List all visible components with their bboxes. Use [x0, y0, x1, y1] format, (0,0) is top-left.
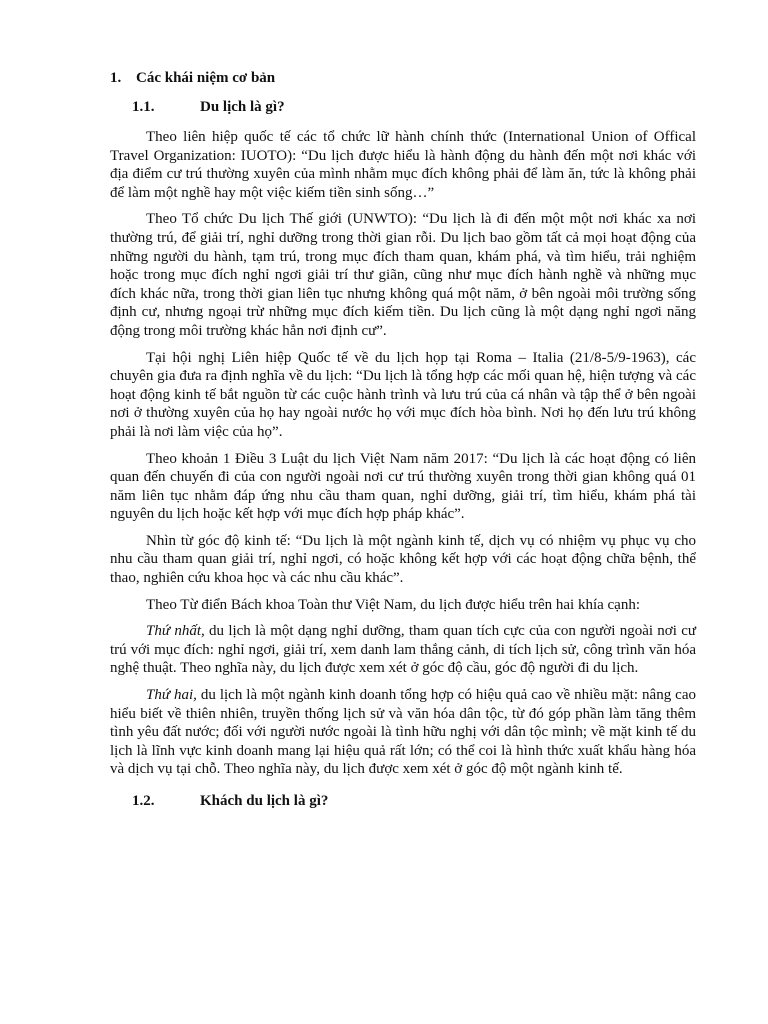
subsection-title: Khách du lịch là gì?	[200, 793, 329, 809]
section-number: 1.	[110, 70, 122, 86]
subsection-heading-1-1	[132, 97, 696, 117]
subsection-number: 1.1.	[132, 99, 155, 115]
paragraph-roma-conference-definition: Tại hội nghị Liên hiệp Quốc tế về du lịch họp tại Roma – Italia (21/8-5/9-1963), các chuyên gia đưa ra định nghĩa về du lịch: “Du lịch là tổng hợp các mối quan hệ, hiện tượng và các hoạt động kinh tế bắt nguồn từ các cuộc hành trình và lưu trú của cá nhân và tập thể ở bên ngoài nơi ở thường xuyên của họ hay ngoài nước họ với mục đích hòa bình. Nơi họ đến lưu trú không phải là nơi làm việc của họ”.	[110, 349, 696, 440]
paragraph-iuoto-definition: Theo liên hiệp quốc tế các tổ chức lữ hành chính thức (International Union of Offical Travel Organization: IUOTO): “Du lịch được hiểu là hành động du hành đến một nơi khác với địa điểm cư trú thường xuyên của mình nhằm mục đích không phải để làm ăn, tức là không phải để làm một nghề hay một việc kiếm tiền sinh sống…”	[110, 129, 696, 201]
paragraph-vietnam-law-definition: Theo khoản 1 Điều 3 Luật du lịch Việt Nam năm 2017: “Du lịch là các hoạt động có liên quan đến chuyến đi của con người ngoài nơi cư trú thường xuyên trong thời gian không quá 01 năm liên tục nhằm đáp ứng nhu cầu tham quan, nghỉ dưỡng, giải trí, tìm hiểu, khám phá tài nguyên du lịch hoặc kết hợp với mục đích hợp pháp khác”.	[110, 450, 696, 523]
second-aspect-lead: Thứ hai,	[146, 687, 197, 704]
paragraph-second-aspect	[110, 686, 696, 779]
paragraph-encyclopedia-intro: Theo Từ điển Bách khoa Toàn thư Việt Nam, du lịch được hiểu trên hai khía cạnh:	[146, 596, 640, 613]
paragraph-first-aspect	[110, 622, 696, 678]
paragraph-economic-definition: Nhìn từ góc độ kinh tế: “Du lịch là một ngành kinh tế, dịch vụ có nhiệm vụ phục vụ cho nhu cầu tham quan giải trí, nghỉ ngơi, có hoặc không kết hợp với các hoạt động chữa bệnh, thể thao, nghiên cứu khoa học và các nhu cầu khác”.	[110, 532, 696, 587]
paragraph-unwto-definition: Theo Tổ chức Du lịch Thế giới (UNWTO): “Du lịch là đi đến một một nơi khác xa nơi thường trú, để giải trí, nghỉ dưỡng trong thời gian rỗi. Du lịch bao gồm tất cả mọi hoạt động của những người du hành, tạm trú, trong mục đích tham quan, khám phá, và tìm hiểu, trải nghiệm hoặc trong mục đích nghỉ ngơi giải trí thư giãn, cũng như mục đích hành nghề và những mục đích khác nữa, trong thời gian liên tục nhưng không quá một năm, ở bên ngoài môi trường sống định cư, nhưng ngoại trừ những mục đích kiếm tiền. Du lịch cũng là một dạng nghỉ ngơi năng động trong môi trường khác hẳn nơi định cư”.	[110, 211, 696, 339]
subsection-number: 1.2.	[132, 793, 155, 809]
first-aspect-lead: Thứ nhất,	[146, 623, 205, 640]
section-title: Các khái niệm cơ bản	[136, 70, 276, 86]
second-aspect-text: du lịch là một ngành kinh doanh tổng hợp có hiệu quả cao về nhiều mặt: nâng cao hiểu biết về thiên nhiên, truyền thống lịch sử và văn hóa dân tộc, từ đó góp phần làm tăng thêm tình yêu đất nước; đối với người nước ngoài là tình hữu nghị với dân tộc mình; về mặt kinh tế du lịch là lĩnh vực kinh doanh mang lại hiệu quả rất lớn; có thể coi là hình thức xuất khẩu hàng hóa và dịch vụ tại chỗ. Theo nghĩa này, du lịch được xem xét ở góc độ một ngành kinh tế.	[110, 687, 696, 778]
subsection-heading-1-2	[132, 791, 696, 811]
subsection-title: Du lịch là gì?	[200, 99, 285, 115]
first-aspect-text: du lịch là một dạng nghỉ dưỡng, tham quan tích cực của con người ngoài nơi cư trú với mục đích: nghỉ ngơi, giải trí, xem danh lam thắng cảnh, di tích lịch sử, công trình văn hóa nghệ thuật. Theo nghĩa này, du lịch được xem xét ở góc độ cầu, góc độ người đi du lịch.	[110, 623, 696, 677]
section-heading-1	[110, 68, 696, 88]
